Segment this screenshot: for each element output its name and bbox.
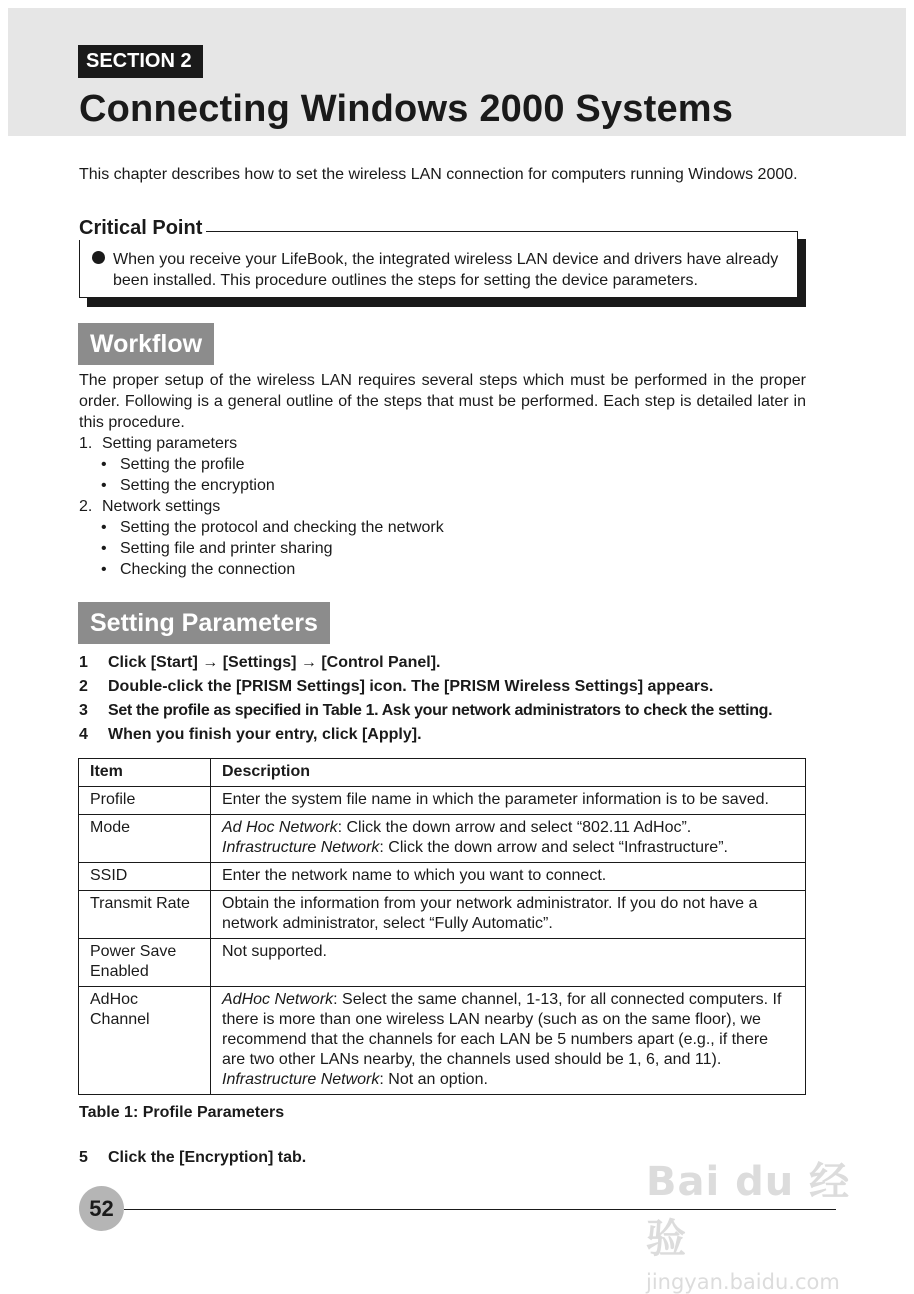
steps-list bbox=[79, 652, 809, 748]
intro-paragraph: This chapter describes how to set the wireless LAN connection for computers running Windows 2000. bbox=[79, 166, 798, 183]
list-item: • Setting file and printer sharing bbox=[101, 540, 333, 557]
bullet-icon bbox=[92, 251, 105, 264]
table-row bbox=[79, 863, 806, 891]
workflow-list bbox=[79, 433, 806, 580]
step-item: 2 Double-click the [PRISM Settings] icon. The [PRISM Wireless Settings] appears. bbox=[79, 678, 714, 695]
column-header-description: Description bbox=[211, 759, 806, 787]
table-row bbox=[79, 987, 806, 1095]
column-header-item: Item bbox=[79, 759, 211, 787]
step-item: 1 Click [Start] → [Settings] → [Control Panel]. bbox=[79, 654, 441, 671]
section-tag: SECTION 2 bbox=[78, 45, 203, 78]
profile-parameters-table bbox=[78, 758, 806, 1095]
list-item: • Setting the profile bbox=[101, 456, 245, 473]
description-cell: Ad Hoc Network: Click the down arrow and select “802.11 AdHoc”. Infrastructure Network: Click the down arrow and select “Infrastructure”. bbox=[211, 815, 806, 863]
description-cell: Enter the system file name in which the parameter information is to be saved. bbox=[211, 787, 806, 815]
item-cell: SSID bbox=[79, 863, 211, 891]
item-cell: Profile bbox=[79, 787, 211, 815]
list-item: • Checking the connection bbox=[101, 561, 296, 578]
description-cell: Not supported. bbox=[211, 939, 806, 987]
table-row bbox=[79, 815, 806, 863]
item-cell: Mode bbox=[79, 815, 211, 863]
page-number: 52 bbox=[79, 1186, 124, 1231]
description-cell: Enter the network name to which you want to connect. bbox=[211, 863, 806, 891]
description-cell: Obtain the information from your network administrator. If you do not have a network administrator, select “Fully Automatic”. bbox=[211, 891, 806, 939]
workflow-heading: Workflow bbox=[78, 323, 214, 365]
description-cell: AdHoc Network: Select the same channel, 1-13, for all connected computers. If there is more than one wireless LAN nearby (such as on the same floor), we recommend that the channels for each LAN be 5 numbers apart (e.g., if there are two other LANs nearby, the channels used should be 1, 6, and 11). Infrastructure Network: Not an option. bbox=[211, 987, 806, 1095]
critical-point-heading: Critical Point bbox=[79, 217, 206, 240]
critical-point-box bbox=[79, 231, 798, 298]
item-cell: Transmit Rate bbox=[79, 891, 211, 939]
step-item: 3 Set the profile as specified in Table 1. Ask your network administrators to check the setting. bbox=[79, 702, 773, 719]
table-header-row bbox=[79, 759, 806, 787]
list-item: 2. Network settings bbox=[79, 498, 221, 515]
watermark-url: jingyan.baidu.com bbox=[646, 1270, 840, 1294]
table-row bbox=[79, 939, 806, 987]
item-cell: AdHoc Channel bbox=[79, 987, 211, 1095]
table-caption: Table 1: Profile Parameters bbox=[79, 1104, 285, 1121]
table-row bbox=[79, 787, 806, 815]
item-cell: Power Save Enabled bbox=[79, 939, 211, 987]
workflow-intro: The proper setup of the wireless LAN requires several steps which must be performed in the proper order. Following is a general outline of the steps that must be performed. Each step is detailed later in this procedure. bbox=[79, 372, 806, 431]
list-item: • Setting the encryption bbox=[101, 477, 275, 494]
list-item: • Setting the protocol and checking the network bbox=[101, 519, 444, 536]
page-title: Connecting Windows 2000 Systems bbox=[79, 88, 734, 130]
step-item: 4 When you finish your entry, click [Apply]. bbox=[79, 726, 422, 743]
list-item: 1. Setting parameters bbox=[79, 435, 238, 452]
critical-point-text: When you receive your LifeBook, the integrated wireless LAN device and drivers have already been installed. This procedure outlines the steps for setting the device parameters. bbox=[113, 251, 779, 289]
table-row bbox=[79, 891, 806, 939]
setting-parameters-heading: Setting Parameters bbox=[78, 602, 330, 644]
step-item: 5 Click the [Encryption] tab. bbox=[79, 1149, 307, 1166]
watermark bbox=[646, 1150, 861, 1294]
watermark-logo: Bai du 经验 bbox=[646, 1159, 851, 1262]
